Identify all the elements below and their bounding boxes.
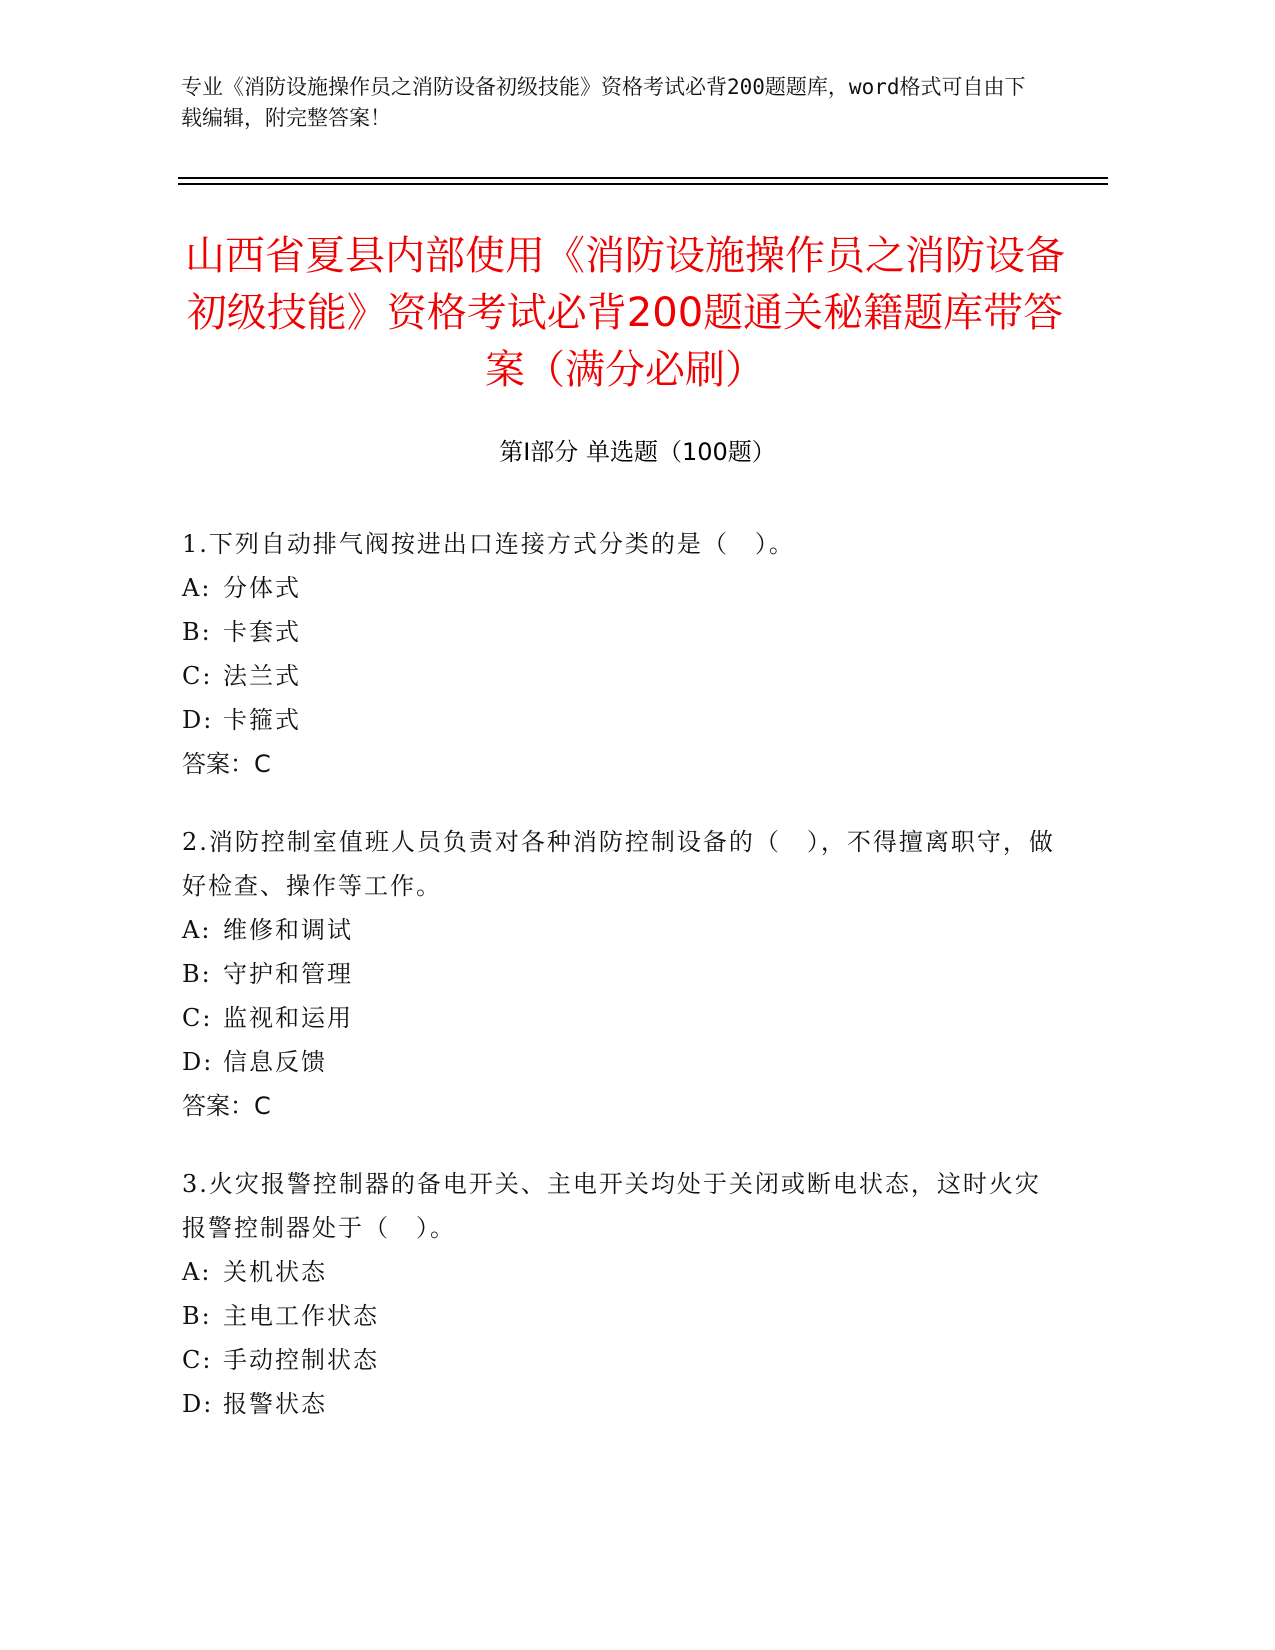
option-key: D:: [182, 1048, 214, 1076]
option-a: [182, 908, 1062, 952]
header-divider-secondary: [178, 183, 1108, 185]
option-text: 报警状态: [223, 1390, 327, 1418]
option-key: A:: [182, 574, 212, 602]
question-stem: 2.消防控制室值班人员负责对各种消防控制设备的（ ），不得擅离职守，做好检查、操作等工作。: [182, 828, 1055, 900]
option-text: 手动控制状态: [223, 1346, 379, 1374]
option-d: [182, 1040, 1062, 1084]
question-list: [182, 522, 1062, 1460]
option-a: [182, 566, 1062, 610]
option-key: B:: [182, 618, 212, 646]
option-key: D:: [182, 1390, 214, 1418]
option-key: B:: [182, 960, 212, 988]
option-text: 关机状态: [223, 1258, 327, 1286]
answer-line: 答案：C: [182, 750, 271, 778]
option-key: A:: [182, 916, 212, 944]
question-item-2: [182, 820, 1062, 1128]
option-text: 监视和运用: [223, 1004, 353, 1032]
option-d: [182, 1382, 1062, 1426]
section-title: 第Ⅰ部分 单选题（100题）: [499, 438, 776, 466]
option-c: [182, 996, 1062, 1040]
header-note: 专业《消防设施操作员之消防设备初级技能》资格考试必背200题题库，word格式可自由下载编辑，附完整答案！: [181, 75, 1026, 130]
option-d: [182, 698, 1062, 742]
option-key: B:: [182, 1302, 212, 1330]
option-text: 守护和管理: [223, 960, 353, 988]
option-key: C:: [182, 1004, 213, 1032]
option-text: 主电工作状态: [223, 1302, 379, 1330]
question-stem: 1.下列自动排气阀按进出口连接方式分类的是（ ）。: [182, 530, 795, 558]
option-c: [182, 1338, 1062, 1382]
question-item-3: [182, 1162, 1062, 1426]
option-a: [182, 1250, 1062, 1294]
option-key: C:: [182, 662, 213, 690]
option-text: 卡套式: [223, 618, 301, 646]
document-title: 山西省夏县内部使用《消防设施操作员之消防设备初级技能》资格考试必背200题通关秘籍题库带答案（满分必刷）: [185, 233, 1065, 393]
option-key: D:: [182, 706, 214, 734]
option-text: 分体式: [223, 574, 301, 602]
option-b: [182, 952, 1062, 996]
option-c: [182, 654, 1062, 698]
option-text: 法兰式: [223, 662, 301, 690]
option-b: [182, 1294, 1062, 1338]
option-b: [182, 610, 1062, 654]
option-text: 信息反馈: [223, 1048, 327, 1076]
answer-line: 答案：C: [182, 1092, 271, 1120]
option-text: 卡箍式: [223, 706, 301, 734]
header-divider: [178, 177, 1108, 179]
question-stem: 3.火灾报警控制器的备电开关、主电开关均处于关闭或断电状态，这时火灾报警控制器处于（ ）。: [182, 1170, 1041, 1242]
question-item-1: [182, 522, 1062, 786]
option-key: A:: [182, 1258, 212, 1286]
option-key: C:: [182, 1346, 213, 1374]
option-text: 维修和调试: [223, 916, 353, 944]
